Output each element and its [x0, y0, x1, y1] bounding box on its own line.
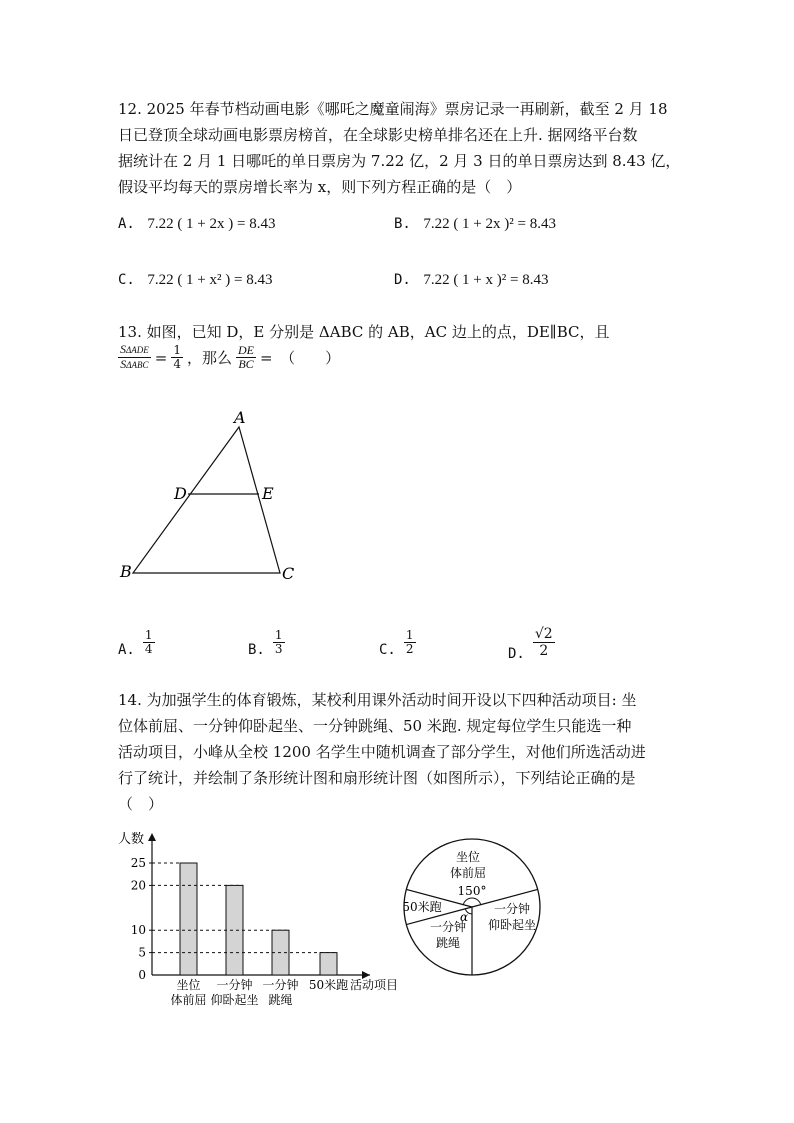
pie-chart	[400, 812, 560, 992]
option-label: A.	[118, 216, 135, 232]
question-14-line: （ ）	[118, 795, 164, 813]
option-num: √2	[534, 625, 553, 642]
q12-option-d[interactable]	[394, 272, 548, 289]
ask-num: DE	[238, 343, 255, 357]
option-label: C.	[118, 272, 135, 288]
ask-den: BC	[238, 357, 254, 371]
vertex-a-label: A	[234, 408, 246, 427]
x-tick-label: 一分钟	[262, 978, 299, 992]
option-label: C.	[379, 642, 396, 658]
bar-chart	[112, 825, 412, 1015]
x-tick-label: 仰卧起坐	[210, 993, 259, 1007]
ratio-num-sub: ΔADE	[126, 345, 149, 355]
ask-tail: = （ ）	[260, 349, 341, 367]
ratio-den-sub: ΔABC	[126, 360, 149, 370]
bar	[226, 885, 243, 975]
q13-option-a[interactable]	[118, 626, 155, 658]
point-d-label: D	[174, 484, 187, 503]
y-tick-label: 10	[130, 923, 146, 938]
question-12-line: 据统计在 2 月 1 日哪吒的单日票房为 7.22 亿，2 月 3 日的单日票房达到 8.43 亿，	[118, 152, 681, 170]
y-tick-label: 0	[138, 968, 146, 982]
pie-slice-label: 一分钟	[493, 902, 531, 916]
then-text: ，那么	[187, 349, 233, 367]
bar	[320, 953, 337, 975]
option-label: B.	[248, 642, 265, 658]
bar	[180, 863, 197, 975]
option-num: 1	[405, 627, 414, 642]
option-expression: 7.22 ( 1 + 2x ) = 8.43	[147, 216, 276, 232]
question-13-condition	[118, 343, 340, 372]
equals-sign: =	[154, 348, 168, 367]
vertex-b-label: B	[120, 562, 132, 581]
option-den: 2	[539, 642, 549, 659]
q13-option-d[interactable]	[508, 622, 555, 662]
asked-fraction	[236, 344, 256, 371]
given-num: 1	[173, 343, 181, 357]
option-label: D.	[394, 272, 411, 288]
question-12-line: 假设平均每天的票房增长率为 x，则下列方程正确的是（ ）	[118, 178, 522, 196]
triangle-abc	[133, 427, 280, 573]
x-axis-title: 活动项目	[350, 978, 399, 992]
question-12-text	[118, 96, 718, 200]
pie-slice-label: 50米跑	[402, 900, 442, 914]
option-expression: 7.22 ( 1 + x )² = 8.43	[423, 272, 549, 288]
x-tick-label: 一分钟	[216, 978, 253, 992]
area-ratio-fraction	[118, 343, 151, 372]
given-fraction	[171, 344, 183, 371]
pie-slice-label: 体前屈	[449, 866, 487, 880]
q13-option-b[interactable]	[248, 626, 285, 658]
pie-angle-annotation: 150°	[457, 884, 487, 898]
question-14-line: 14. 为加强学生的体育锻炼，某校利用课外活动时间开设以下四种活动项目: 坐	[118, 691, 637, 709]
question-14-line: 活动项目，小峰从全校 1200 名学生中随机调查了部分学生，对他们所选活动进	[118, 743, 646, 761]
option-num: 1	[274, 627, 283, 642]
q12-option-c[interactable]	[118, 272, 272, 289]
option-label: B.	[394, 216, 411, 232]
ratio-num: S	[120, 342, 126, 356]
x-tick-label: 坐位	[176, 978, 201, 992]
question-12-line: 12. 2025 年春节档动画电影《哪吒之魔童闹海》票房记录一再刷新，截至 2 月 18	[118, 100, 668, 118]
question-14-text	[118, 687, 718, 817]
y-tick-label: 20	[130, 878, 146, 893]
q12-option-b[interactable]	[394, 216, 556, 233]
y-tick-label: 5	[138, 945, 146, 960]
q12-option-a[interactable]	[118, 216, 275, 233]
option-den: 4	[144, 641, 153, 656]
option-fraction	[533, 626, 555, 659]
ratio-den: S	[120, 357, 127, 371]
pie-slice-label: 跳绳	[435, 936, 461, 950]
question-13-line-1: 13. 如图，已知 D，E 分别是 ΔABC 的 AB，AC 边上的点，DE∥BC，且	[118, 323, 610, 341]
angle-arc-150	[463, 898, 480, 905]
option-label: D.	[508, 646, 525, 662]
given-den: 4	[173, 357, 181, 371]
option-fraction	[404, 629, 416, 656]
option-expression: 7.22 ( 1 + 2x )² = 8.43	[423, 216, 556, 232]
x-tick-label: 体前屈	[170, 993, 207, 1007]
question-14-line: 行了统计，并绘制了条形统计图和扇形统计图（如图所示），下列结论正确的是	[118, 769, 636, 787]
y-tick-label: 25	[130, 856, 146, 870]
y-axis-arrow	[148, 833, 156, 841]
vertex-c-label: C	[282, 564, 295, 583]
option-num: 1	[144, 627, 153, 642]
x-tick-label: 50米跑	[308, 978, 349, 992]
triangle-figure	[110, 405, 310, 585]
pie-slice-label: 仰卧起坐	[487, 918, 537, 932]
option-den: 3	[274, 641, 283, 656]
option-den: 2	[405, 641, 414, 656]
question-12-line: 日已登顶全球动画电影票房榜首，在全球影史榜单排名还在上升. 据网络平台数	[118, 126, 638, 144]
y-axis-title: 人数	[118, 832, 145, 847]
pie-alpha-annotation: α	[459, 910, 469, 924]
point-e-label: E	[262, 484, 274, 503]
question-14-line: 位体前屈、一分钟仰卧起坐、一分钟跳绳、50 米跑. 规定每位学生只能选一种	[118, 717, 632, 735]
pie-slice-label: 坐位	[455, 850, 481, 864]
option-fraction	[143, 629, 155, 656]
option-fraction	[273, 629, 285, 656]
x-tick-label: 跳绳	[268, 993, 293, 1007]
pie-slice-label: 一分钟	[429, 920, 467, 934]
q13-option-c[interactable]	[379, 626, 416, 658]
option-label: A.	[118, 642, 135, 658]
option-expression: 7.22 ( 1 + x² ) = 8.43	[147, 272, 273, 288]
